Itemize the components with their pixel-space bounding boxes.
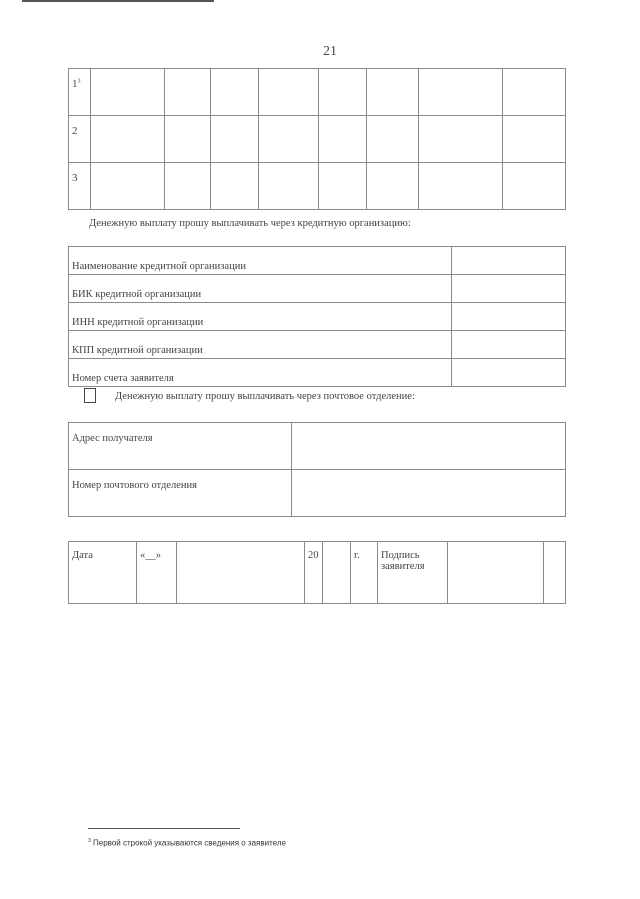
top-rule [22,0,214,2]
table-cell[interactable] [211,69,259,116]
table-cell[interactable] [259,116,319,163]
table-cell[interactable] [419,116,503,163]
table-row [69,247,566,275]
field-label: Адрес получателя [69,423,292,470]
table-cell[interactable] [165,163,211,210]
table-cell[interactable] [259,69,319,116]
table-row [69,69,566,116]
table-cell[interactable] [91,69,165,116]
post-office-number-field[interactable] [292,470,566,517]
row-number: 3 [69,163,91,210]
signature-label: Подпись заявителя [378,542,448,604]
date-day-field[interactable]: «__» [137,542,177,604]
account-number-field[interactable] [452,359,566,387]
table-cell[interactable] [319,69,367,116]
footnote [88,838,286,848]
table-cell[interactable] [503,163,566,210]
table-cell[interactable] [319,163,367,210]
table-cell[interactable] [367,163,419,210]
year-suffix: г. [351,542,378,604]
bik-field[interactable] [452,275,566,303]
field-label: БИК кредитной организации [69,275,452,303]
credit-org-table [68,246,566,387]
signature-field[interactable] [448,542,544,604]
field-label: Номер почтового отделения [69,470,292,517]
date-label: Дата [69,542,137,604]
table-cell[interactable] [91,163,165,210]
table-cell[interactable] [259,163,319,210]
year-prefix: 20 [305,542,323,604]
table-cell[interactable] [503,69,566,116]
field-label: Номер счета заявителя [69,359,452,387]
table-cell[interactable] [419,69,503,116]
table-row [69,423,566,470]
table-cell[interactable] [91,116,165,163]
table-row [69,470,566,517]
recipient-address-field[interactable] [292,423,566,470]
signature-spare-cell [544,542,566,604]
applicant-table [68,68,566,210]
table-row [69,116,566,163]
table-cell[interactable] [367,69,419,116]
field-label: ИНН кредитной организации [69,303,452,331]
table-row [69,359,566,387]
table-cell[interactable] [367,116,419,163]
post-office-table [68,422,566,517]
field-label: КПП кредитной организации [69,331,452,359]
date-year-field[interactable] [323,542,351,604]
table-cell[interactable] [319,116,367,163]
footnote-text: Первой строкой указываются сведения о заявителе [93,838,286,848]
kpp-field[interactable] [452,331,566,359]
page-number: 21 [323,44,337,59]
table-row [69,542,566,604]
table-row [69,303,566,331]
table-cell[interactable] [503,116,566,163]
credit-org-intro: Денежную выплату прошу выплачивать через кредитную организацию: [89,218,411,229]
inn-field[interactable] [452,303,566,331]
post-office-checkbox[interactable] [84,388,96,403]
signature-table [68,541,566,604]
footnote-marker: 3 [88,838,91,844]
date-month-field[interactable] [177,542,305,604]
table-cell[interactable] [211,163,259,210]
table-cell[interactable] [165,116,211,163]
table-cell[interactable] [211,116,259,163]
table-row [69,275,566,303]
row-number: $1^3$ [69,69,91,116]
table-cell[interactable] [419,163,503,210]
field-label: Наименование кредитной организации [69,247,452,275]
table-row [69,331,566,359]
post-office-intro: Денежную выплату прошу выплачивать через почтовое отделение: [115,391,415,402]
bank-name-field[interactable] [452,247,566,275]
footnote-rule [88,828,240,829]
table-cell[interactable] [165,69,211,116]
row-number: 2 [69,116,91,163]
table-row [69,163,566,210]
